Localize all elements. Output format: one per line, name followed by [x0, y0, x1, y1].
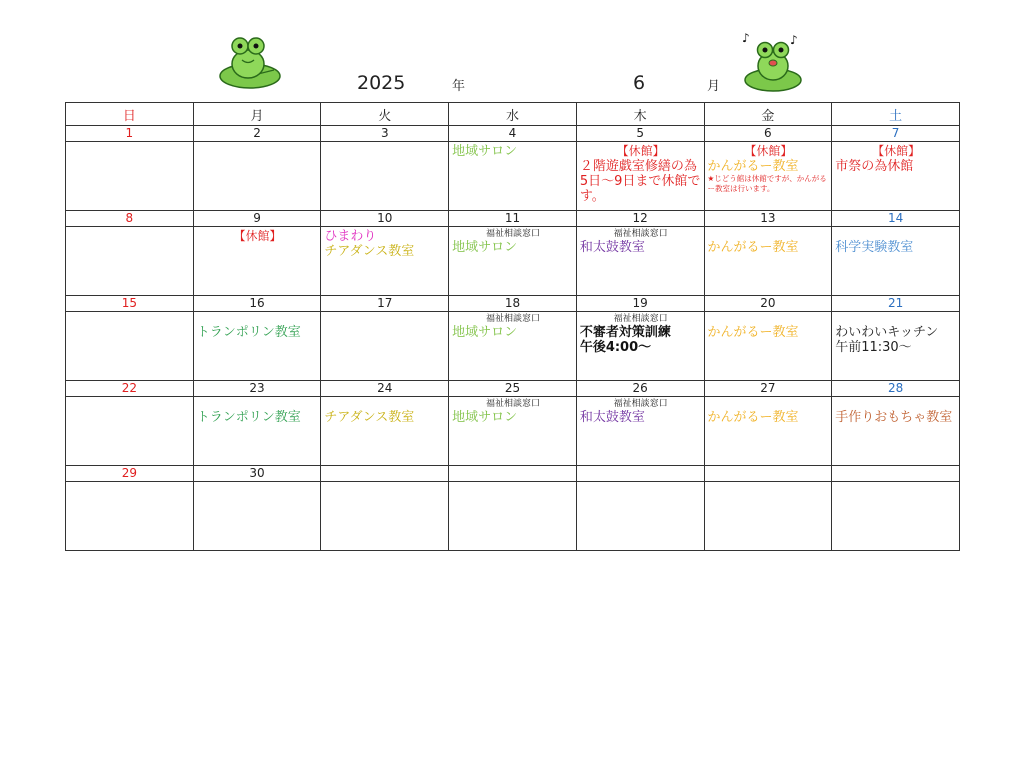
frog-on-lilypad-icon: [216, 30, 282, 92]
event-cell: [321, 142, 449, 211]
event-text: 和太鼓教室: [579, 240, 645, 255]
svg-text:♪: ♪: [790, 33, 798, 47]
date-cell: 5: [576, 126, 704, 142]
date-cell: [449, 466, 577, 482]
weekday-header-row: [66, 103, 960, 126]
event-text: ひまわり: [324, 229, 377, 244]
event-text: 市祭の為休館: [835, 159, 914, 174]
date-cell: 17: [321, 296, 449, 312]
event-cell: [66, 312, 194, 381]
monthly-calendar: [65, 102, 960, 551]
event-text: トランポリン教室: [196, 325, 301, 340]
date-cell: 3: [321, 126, 449, 142]
date-cell: 29: [66, 466, 194, 482]
event-text: ２階遊戯室修繕の為5日～9日まで休館です。: [579, 159, 701, 204]
event-cell: [193, 482, 321, 551]
event-text: [835, 229, 957, 240]
date-cell: 7: [832, 126, 960, 142]
date-cell: 21: [832, 296, 960, 312]
event-cell: [66, 142, 194, 211]
event-cell: [704, 312, 832, 381]
event-row: [66, 142, 960, 211]
date-cell: 26: [576, 381, 704, 397]
event-cell: [449, 312, 577, 381]
event-text: 福祉相談窓口: [613, 229, 668, 239]
event-text: 和太鼓教室: [579, 410, 645, 425]
event-text: 地域サロン: [452, 240, 518, 255]
event-text: [835, 314, 957, 325]
event-text: [197, 399, 319, 410]
event-cell: [193, 397, 321, 466]
event-text: かんがるー教室: [707, 325, 799, 340]
date-cell: 2: [193, 126, 321, 142]
event-cell: [321, 482, 449, 551]
event-text: 福祉相談窓口: [485, 229, 540, 239]
event-text: [197, 314, 319, 325]
weekday-sat: 土: [832, 103, 960, 126]
date-cell: 1: [66, 126, 194, 142]
date-row: [66, 211, 960, 227]
event-text: 午前11:30～: [835, 340, 912, 355]
date-row: [66, 126, 960, 142]
event-text: 【休館】: [744, 144, 793, 158]
event-cell: [449, 482, 577, 551]
weekday-sun: 日: [66, 103, 194, 126]
event-cell: [193, 227, 321, 296]
event-text: 福祉相談窓口: [485, 314, 540, 324]
event-text: 地域サロン: [452, 410, 518, 425]
event-text: 【休館】: [616, 144, 665, 158]
calendar-month: 6: [633, 72, 646, 94]
event-text: かんがるー教室: [707, 410, 799, 425]
event-cell: [449, 142, 577, 211]
date-row: [66, 296, 960, 312]
event-text: [708, 399, 830, 410]
event-text: 不審者対策訓練: [579, 325, 671, 340]
event-text: チアダンス教室: [324, 410, 415, 425]
date-cell: 16: [193, 296, 321, 312]
calendar-year: 2025: [357, 72, 406, 94]
event-cell: [576, 397, 704, 466]
year-suffix: 年: [452, 79, 466, 94]
date-cell: 20: [704, 296, 832, 312]
date-cell: [576, 466, 704, 482]
event-cell: [576, 482, 704, 551]
event-cell: [449, 227, 577, 296]
event-text: 午後4:00～: [579, 340, 652, 355]
event-text: 手作りおもちゃ教室: [835, 410, 953, 425]
date-row: [66, 381, 960, 397]
event-text: 地域サロン: [452, 144, 518, 159]
date-cell: 11: [449, 211, 577, 227]
event-text: [708, 314, 830, 325]
event-text: 地域サロン: [452, 325, 518, 340]
event-text: かんがるー教室: [707, 240, 799, 255]
event-text: [324, 399, 446, 410]
event-cell: [66, 397, 194, 466]
event-row: [66, 397, 960, 466]
event-text: 福祉相談窓口: [485, 399, 540, 409]
date-cell: 14: [832, 211, 960, 227]
event-cell: [66, 227, 194, 296]
event-text: チアダンス教室: [324, 244, 415, 259]
weekday-fri: 金: [704, 103, 832, 126]
svg-text:♪: ♪: [742, 31, 750, 45]
event-cell: [704, 397, 832, 466]
event-text: 科学実験教室: [835, 240, 914, 255]
event-text: ★じどう館は休館ですが、かんがるー教室は行います。: [707, 174, 827, 193]
event-cell: [832, 227, 960, 296]
date-cell: [321, 466, 449, 482]
date-cell: 10: [321, 211, 449, 227]
event-text: かんがるー教室: [707, 159, 799, 174]
event-text: 【休館】: [233, 229, 282, 243]
weekday-thu: 木: [576, 103, 704, 126]
event-cell: [321, 227, 449, 296]
event-cell: [321, 397, 449, 466]
event-text: 福祉相談窓口: [613, 399, 668, 409]
weekday-tue: 火: [321, 103, 449, 126]
event-text: 【休館】: [872, 144, 921, 158]
event-text: わいわいキッチン: [835, 325, 939, 340]
event-text: 福祉相談窓口: [613, 314, 668, 324]
date-row: [66, 466, 960, 482]
date-cell: 28: [832, 381, 960, 397]
date-cell: [832, 466, 960, 482]
event-cell: [832, 397, 960, 466]
event-cell: [193, 142, 321, 211]
event-row: [66, 312, 960, 381]
date-cell: 22: [66, 381, 194, 397]
date-cell: 8: [66, 211, 194, 227]
event-cell: [704, 227, 832, 296]
date-cell: 24: [321, 381, 449, 397]
event-cell: [449, 397, 577, 466]
event-cell: [832, 142, 960, 211]
event-cell: [576, 312, 704, 381]
event-cell: [576, 142, 704, 211]
date-cell: [704, 466, 832, 482]
event-text: トランポリン教室: [196, 410, 301, 425]
date-cell: 12: [576, 211, 704, 227]
date-cell: 30: [193, 466, 321, 482]
date-cell: 19: [576, 296, 704, 312]
event-cell: [576, 227, 704, 296]
date-cell: 6: [704, 126, 832, 142]
singing-frog-icon: [740, 28, 806, 94]
date-cell: 9: [193, 211, 321, 227]
event-cell: [704, 142, 832, 211]
event-row: [66, 482, 960, 551]
event-cell: [704, 482, 832, 551]
date-cell: 27: [704, 381, 832, 397]
date-cell: 15: [66, 296, 194, 312]
date-cell: 25: [449, 381, 577, 397]
event-text: [708, 229, 830, 240]
event-cell: [832, 312, 960, 381]
date-cell: 4: [449, 126, 577, 142]
event-cell: [193, 312, 321, 381]
date-cell: 18: [449, 296, 577, 312]
event-text: [835, 399, 957, 410]
date-cell: 13: [704, 211, 832, 227]
weekday-mon: 月: [193, 103, 321, 126]
event-cell: [832, 482, 960, 551]
event-row: [66, 227, 960, 296]
event-cell: [66, 482, 194, 551]
date-cell: 23: [193, 381, 321, 397]
weekday-wed: 水: [449, 103, 577, 126]
month-suffix: 月: [707, 79, 721, 94]
event-cell: [321, 312, 449, 381]
